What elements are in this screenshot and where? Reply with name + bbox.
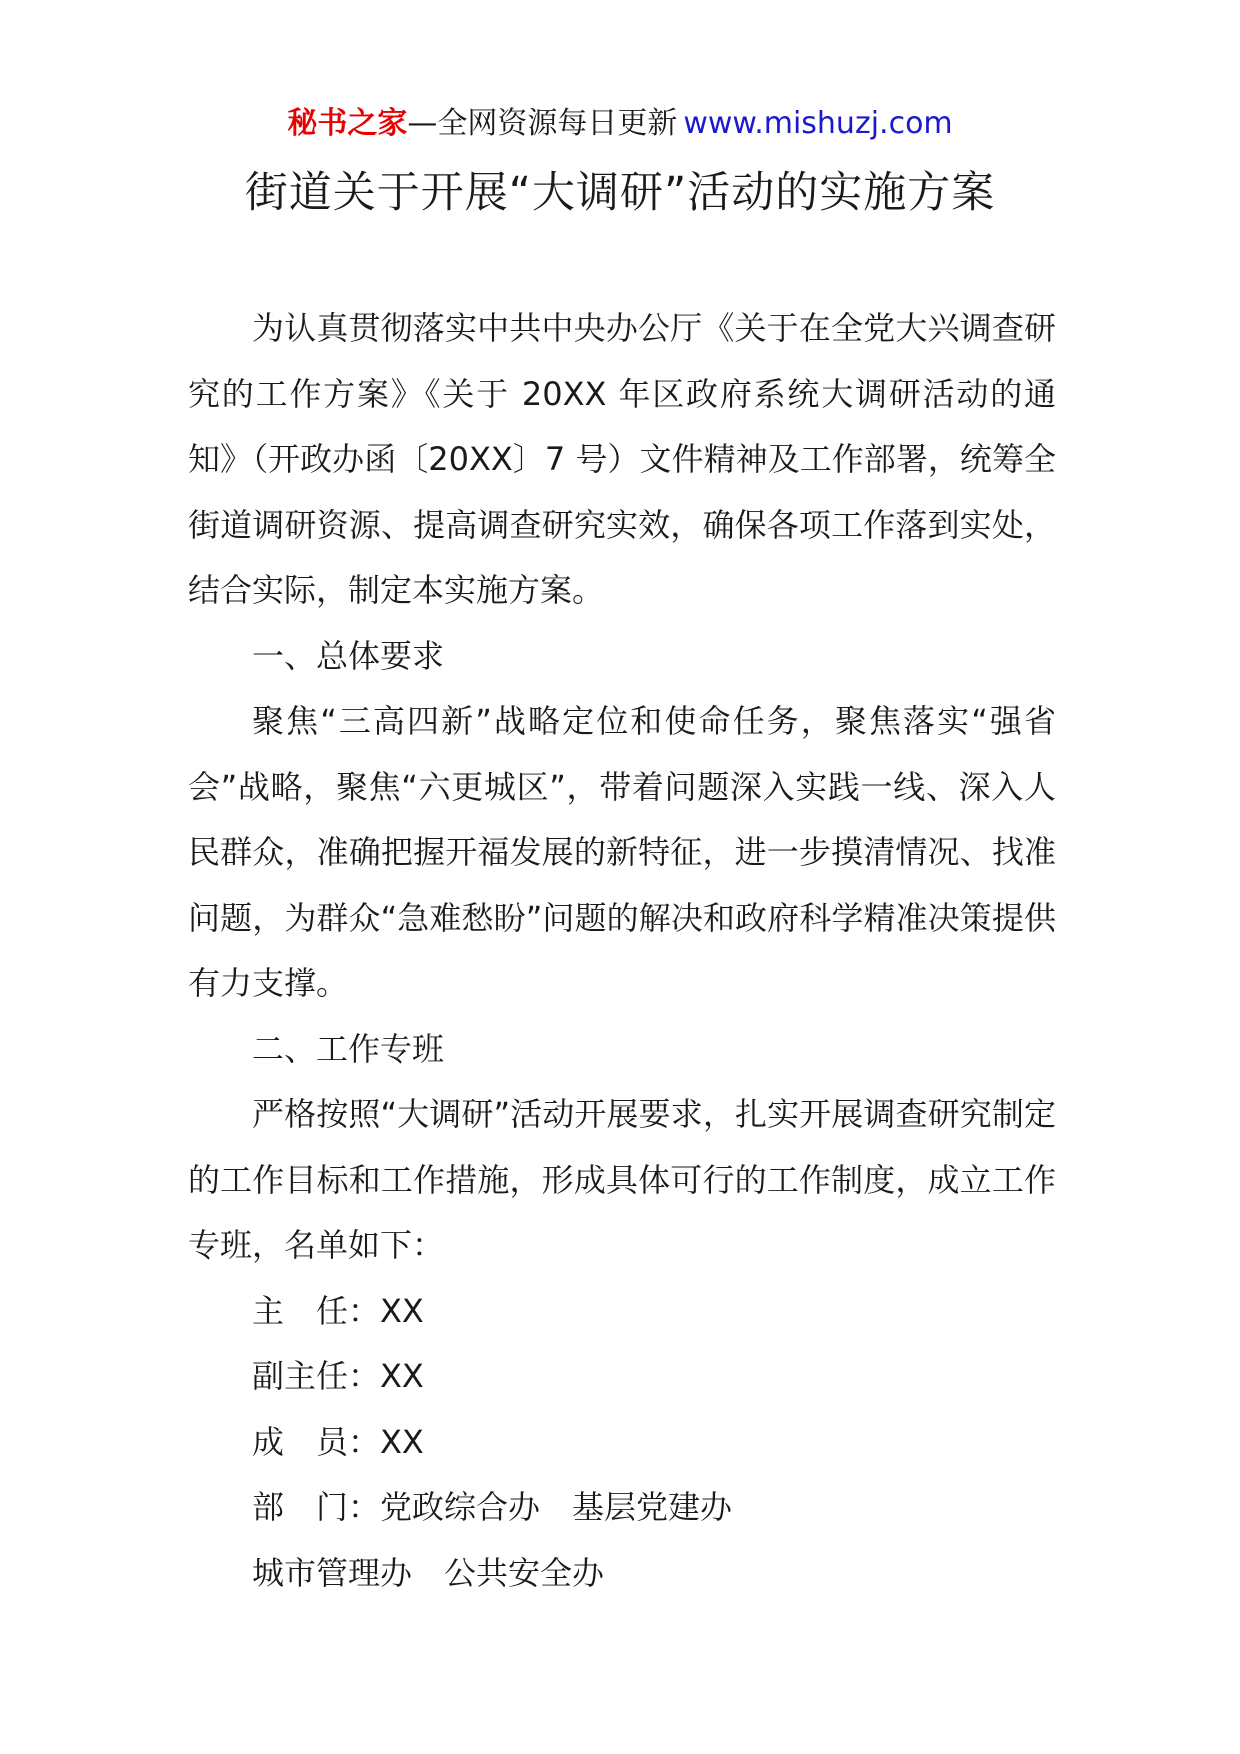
section-task-force-paragraph: 严格按照“大调研”活动开展要求，扎实开展调查研究制定的工作目标和工作措施，形成具体可行的工作制度，成立工作专班，名单如下： — [188, 1095, 1056, 1264]
deputy-director-line: 副主任：XX — [252, 1357, 424, 1395]
watermark-header — [0, 104, 1240, 144]
header-tagline: —全网资源每日更新 — [407, 106, 678, 141]
director-line: 主 任：XX — [252, 1291, 424, 1330]
document-title: 街道关于开展“大调研”活动的实施方案 — [244, 168, 996, 218]
document-body — [188, 296, 1056, 1606]
intro-paragraph: 为认真贯彻落实中共中央办公厅《关于在全党大兴调查研究的工作方案》《关于 20XX 年区政府系统大调研活动的通知》（开政办函〔20XX〕7 号）文件精神及工作部署，统筹全街道调研资源、提高调查研究实效，确保各项工作落到实处，结合实际，制定本实施方案。 — [188, 309, 1056, 609]
members-line: 成 员：XX — [252, 1422, 424, 1461]
site-link[interactable]: www.mishuzj.com — [683, 106, 953, 141]
section-general-paragraph: 聚焦“三高四新”战略定位和使命任务，聚焦落实“强省会”战略，聚焦“六更城区”，带着问题深入实践一线、深入人民群众，准确把握开福发展的新特征，进一步摸清情况、找准问题，为群众“急难愁盼”问题的解决和政府科学精准决策提供有力支撑。 — [188, 702, 1056, 1002]
departments-continued-line: 城市管理办 公共安全办 — [252, 1553, 605, 1592]
section-heading-task-force: 二、工作专班 — [252, 1029, 445, 1068]
brand-name: 秘书之家 — [287, 106, 408, 141]
departments-line: 部 门：党政综合办 基层党建办 — [252, 1488, 733, 1526]
section-heading-general: 一、总体要求 — [252, 636, 445, 675]
